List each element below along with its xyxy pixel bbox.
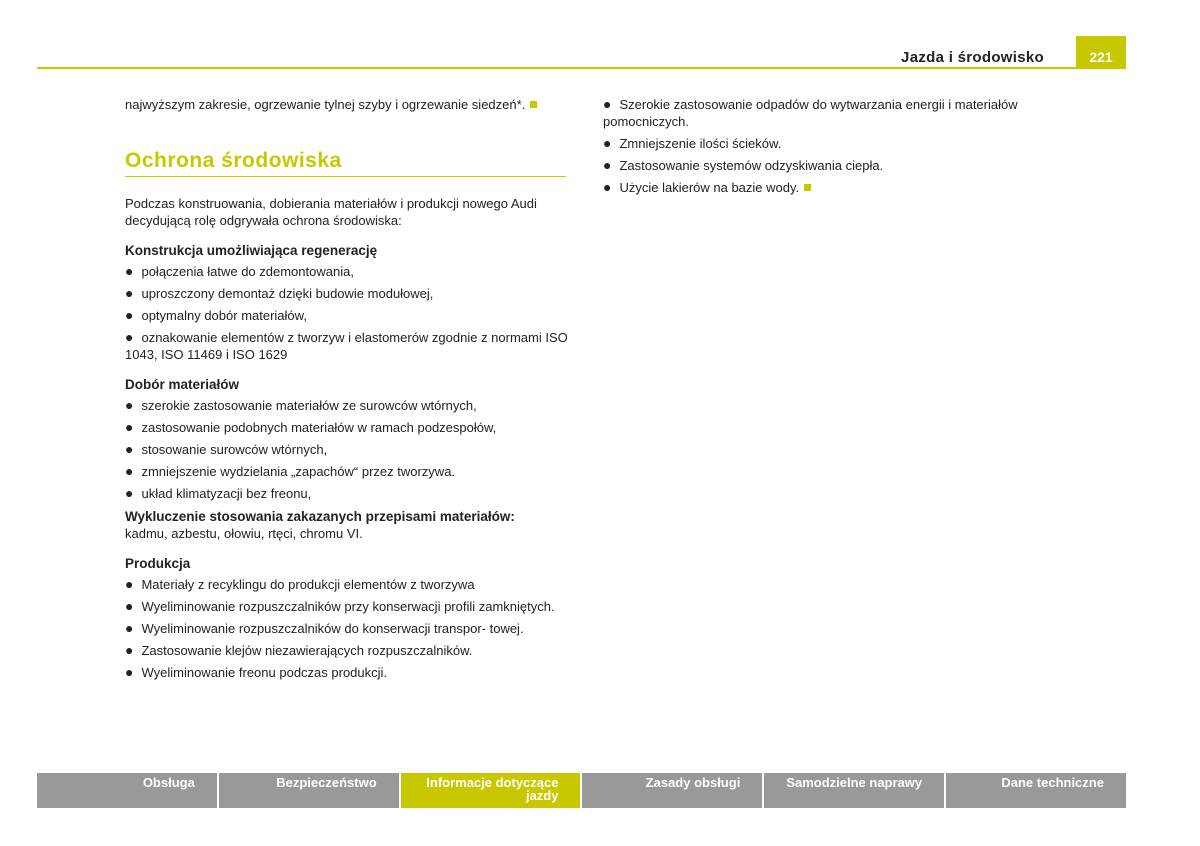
list-item-text: optymalny dobór materiałów, <box>141 308 307 323</box>
tab-bezpieczenstwo[interactable]: Bezpieczeństwo <box>219 773 399 808</box>
bullet-icon: ● <box>603 179 612 195</box>
excluded-materials-text: kadmu, azbestu, ołowiu, rtęci, chromu VI. <box>125 526 363 541</box>
subheading-materials: Dobór materiałów <box>125 377 240 392</box>
subheading-production: Produkcja <box>125 556 191 571</box>
end-square-icon <box>804 184 811 191</box>
bullet-icon: ● <box>125 419 134 435</box>
bullet-icon: ● <box>125 576 134 592</box>
bullet-icon: ● <box>125 397 134 413</box>
carry-over-sentence: najwyższym zakresie, ogrzewanie tylnej szyby i ogrzewanie siedzeń*. <box>125 97 526 112</box>
list-item-text: Materiały z recyklingu do produkcji elementów z tworzywa <box>141 577 475 592</box>
list-item <box>125 329 570 363</box>
bullet-icon: ● <box>125 620 134 636</box>
list-item-text: Zastosowanie klejów niezawierających rozpuszczalników. <box>141 643 473 658</box>
left-column <box>125 96 570 686</box>
list-item-text: Użycie lakierów na bazie wody. <box>619 180 800 195</box>
list-item <box>125 397 570 414</box>
bullet-icon: ● <box>603 96 612 112</box>
bullet-icon: ● <box>125 598 134 614</box>
list-item <box>603 96 1023 130</box>
list-item <box>125 307 570 324</box>
list-item <box>603 135 1023 152</box>
tab-obsluga[interactable]: Obsługa <box>37 773 217 808</box>
list-item <box>125 419 570 436</box>
intro-paragraph: Podczas konstruowania, dobierania materiałów i produkcji nowego Audi decydującą rolę odgrywała ochrona środowiska: <box>125 196 537 228</box>
list-item <box>603 179 1023 196</box>
list-item <box>125 598 570 615</box>
list-item <box>125 642 570 659</box>
bullet-icon: ● <box>125 463 134 479</box>
list-item-text: zastosowanie podobnych materiałów w ramach podzespołów, <box>141 420 497 435</box>
bullet-icon: ● <box>125 441 134 457</box>
tab-informacje-dotyczace-jazdy[interactable]: Informacje dotyczące jazdy <box>401 773 581 808</box>
subheading-excluded: Wykluczenie stosowania zakazanych przepisami materiałów: <box>125 509 515 524</box>
tab-zasady-obslugi[interactable]: Zasady obsługi <box>582 773 762 808</box>
chapter-title: Jazda i środowisko <box>901 49 1044 66</box>
end-square-icon <box>530 101 537 108</box>
tab-dane-techniczne[interactable]: Dane techniczne <box>946 773 1126 808</box>
list-item-text: połączenia łatwe do zdemontowania, <box>141 264 354 279</box>
bullet-icon: ● <box>125 307 134 323</box>
list-item <box>125 576 570 593</box>
carry-over-text <box>125 96 570 113</box>
bullet-icon: ● <box>125 642 134 658</box>
list-item <box>125 463 570 480</box>
header-rule <box>37 67 1126 69</box>
list-item-text: Wyeliminowanie freonu podczas produkcji. <box>141 665 388 680</box>
bullet-icon: ● <box>125 485 134 501</box>
right-column <box>603 96 1023 201</box>
list-item <box>125 485 570 502</box>
list-item <box>125 620 570 637</box>
list-item-text: Szerokie zastosowanie odpadów do wytwarzania energii i materiałów pomocniczych. <box>603 97 1018 129</box>
bullet-icon: ● <box>125 263 134 279</box>
subheading-construction: Konstrukcja umożliwiająca regenerację <box>125 243 378 258</box>
page-number: 221 <box>1076 36 1126 69</box>
bullet-icon: ● <box>603 157 612 173</box>
list-item <box>125 263 570 280</box>
list-item <box>125 664 570 681</box>
chapter-nav <box>37 773 1126 808</box>
section-rule <box>125 176 566 177</box>
list-item-text: szerokie zastosowanie materiałów ze surowców wtórnych, <box>141 398 477 413</box>
tab-samodzielne-naprawy[interactable]: Samodzielne naprawy <box>764 773 944 808</box>
bullet-icon: ● <box>603 135 612 151</box>
section-title: Ochrona środowiska <box>125 149 342 172</box>
bullet-icon: ● <box>125 285 134 301</box>
list-item-text: Wyeliminowanie rozpuszczalników do konserwacji transpor- towej. <box>141 621 524 636</box>
list-item-text: zmniejszenie wydzielania „zapachów“ przez tworzywa. <box>141 464 456 479</box>
list-item <box>603 157 1023 174</box>
list-item-text: uproszczony demontaż dzięki budowie modułowej, <box>141 286 434 301</box>
bullet-icon: ● <box>125 329 134 345</box>
list-item-text: układ klimatyzacji bez freonu, <box>141 486 312 501</box>
list-item-text: Zmniejszenie ilości ścieków. <box>619 136 782 151</box>
bullet-icon: ● <box>125 664 134 680</box>
list-item-text: oznakowanie elementów z tworzyw i elastomerów zgodnie z normami ISO 1043, ISO 11469 i ISO 1629 <box>125 330 568 362</box>
list-item-text: Zastosowanie systemów odzyskiwania ciepła. <box>619 158 884 173</box>
list-item-text: stosowanie surowców wtórnych, <box>141 442 328 457</box>
list-item <box>125 285 570 302</box>
list-item-text: Wyeliminowanie rozpuszczalników przy konserwacji profili zamkniętych. <box>141 599 555 614</box>
list-item <box>125 441 570 458</box>
